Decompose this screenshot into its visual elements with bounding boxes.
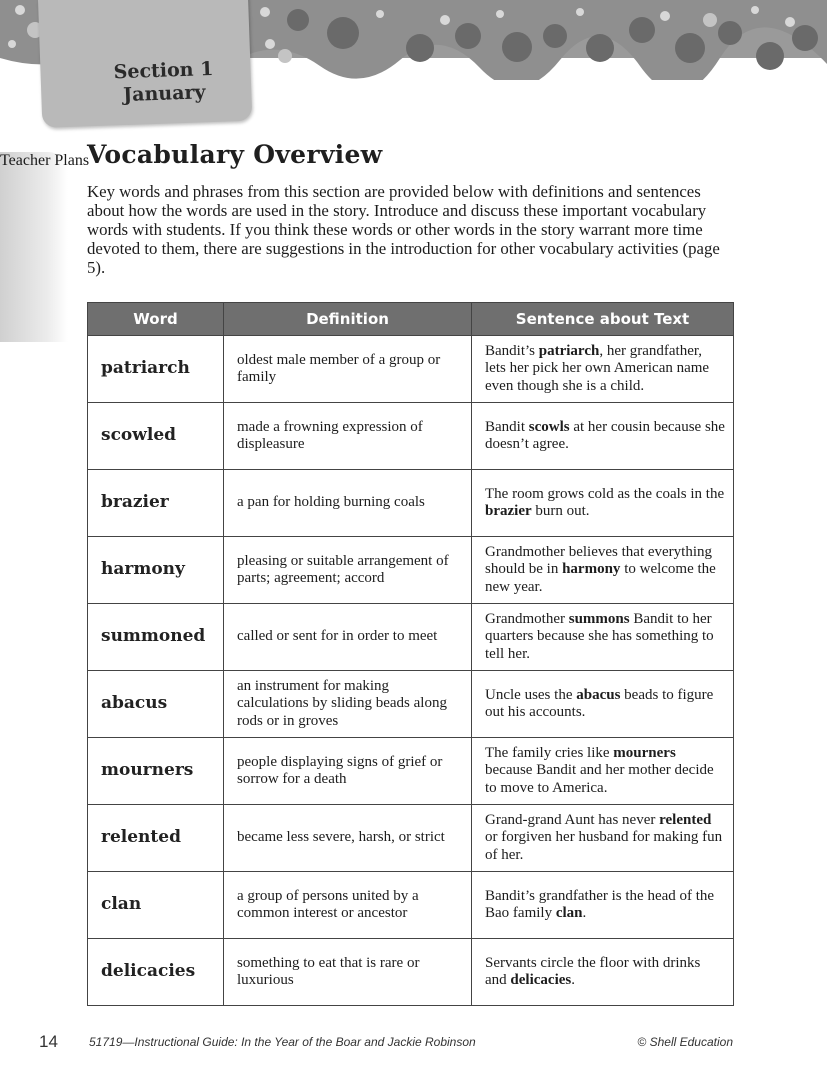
sentence-text: Bandit to her quarters because she has something to tell her. — [485, 610, 714, 662]
vocab-word: abacus — [88, 671, 224, 738]
vocab-definition: became less severe, harsh, or strict — [224, 805, 472, 872]
vocab-definition: a group of persons united by a common interest or ancestor — [224, 872, 472, 939]
table-row — [88, 939, 734, 1006]
section-tab — [38, 0, 252, 128]
header-definition: Definition — [224, 303, 472, 336]
sentence-text: . — [571, 972, 575, 988]
table-row — [88, 537, 734, 604]
vocab-word: summoned — [88, 604, 224, 671]
section-month: January — [122, 81, 206, 107]
vocabulary-table — [87, 302, 734, 1006]
vocab-definition: pleasing or suitable arrangement of parts; agreement; accord — [224, 537, 472, 604]
vocab-word: mourners — [88, 738, 224, 805]
sentence-keyword: patriarch — [538, 342, 600, 359]
vocab-word: patriarch — [88, 336, 224, 403]
table-row — [88, 671, 734, 738]
sentence-text: Grandmother believes that everything should be in — [485, 543, 713, 578]
table-row — [88, 336, 734, 403]
vocab-sentence — [472, 537, 734, 604]
table-header-row — [88, 303, 734, 336]
vocab-word: harmony — [88, 537, 224, 604]
page-footer — [0, 1030, 827, 1054]
vocab-sentence — [472, 403, 734, 470]
copyright: © Shell Education — [637, 1035, 733, 1049]
table-row — [88, 872, 734, 939]
sentence-text: Servants circle the floor with drinks and — [485, 954, 701, 988]
table-row — [88, 403, 734, 470]
vocab-definition: an instrument for making calculations by sliding beads along rods or in groves — [224, 671, 472, 738]
vocab-sentence — [472, 805, 734, 872]
sentence-keyword: mourners — [613, 744, 676, 761]
vocab-sentence — [472, 470, 734, 537]
table-row — [88, 805, 734, 872]
sentence-keyword: delicacies — [510, 972, 572, 988]
sentence-text: Grand-grand Aunt has never — [485, 811, 660, 828]
vocab-sentence — [472, 738, 734, 805]
sentence-keyword: brazier — [485, 503, 532, 519]
sentence-keyword: clan — [555, 905, 583, 921]
vocab-word: scowled — [88, 403, 224, 470]
guide-title: 51719—Instructional Guide: In the Year of the Boar and Jackie Robinson — [89, 1035, 476, 1049]
intro-paragraph: Key words and phrases from this section are provided below with definitions and sentences about how the words are used in the story. Introduce and discuss these important vocabulary words with students. If you think these words or other words in the story warrant more time devoted to them, there are suggestions in the introduction for other vocabulary activities (page 5). — [87, 182, 720, 277]
vocab-definition: made a frowning expression of displeasure — [224, 403, 472, 470]
vocab-definition: something to eat that is rare or luxurious — [224, 939, 472, 1006]
sentence-text: burn out. — [531, 503, 590, 519]
side-tab-label: Teacher Plans — [0, 152, 90, 169]
vocab-sentence — [472, 671, 734, 738]
vocab-sentence — [472, 872, 734, 939]
sentence-text: Bandit — [485, 418, 529, 435]
sentence-keyword: scowls — [528, 418, 570, 435]
page-title: Vocabulary Overview — [87, 140, 383, 169]
sentence-text: , her grandfather, lets her pick her own American name even though she is a child. — [485, 342, 710, 394]
sentence-text: because Bandit and her mother decide to move to America. — [485, 762, 714, 796]
vocab-word: relented — [88, 805, 224, 872]
vocab-sentence — [472, 336, 734, 403]
sentence-text: or forgiven her husband for making fun of her. — [485, 829, 723, 863]
table-row — [88, 604, 734, 671]
vocab-definition: people displaying signs of grief or sorrow for a death — [224, 738, 472, 805]
vocab-definition: a pan for holding burning coals — [224, 470, 472, 537]
vocab-definition: called or sent for in order to meet — [224, 604, 472, 671]
table-row — [88, 470, 734, 537]
header-sentence: Sentence about Text — [472, 303, 734, 336]
sentence-text: at her cousin because she doesn’t agree. — [485, 418, 725, 452]
sentence-text: to welcome the new year. — [485, 561, 716, 595]
sentence-keyword: relented — [659, 811, 712, 828]
sentence-text: Bandit’s grandfather is the head of the Bao family — [485, 887, 715, 921]
side-tab — [0, 152, 68, 342]
header-word: Word — [88, 303, 224, 336]
vocab-definition: oldest male member of a group or family — [224, 336, 472, 403]
vocab-word: brazier — [88, 470, 224, 537]
sentence-text: beads to figure out his accounts. — [485, 686, 714, 720]
sentence-text: The room grows cold as the coals in the — [485, 485, 725, 502]
sentence-text: The family cries like — [485, 744, 614, 761]
page-number: 14 — [39, 1032, 58, 1051]
sentence-text: Grandmother — [485, 610, 569, 627]
sentence-text: Bandit’s — [485, 342, 539, 359]
section-label — [98, 57, 230, 108]
sentence-text: . — [582, 905, 587, 921]
vocab-sentence — [472, 604, 734, 671]
sentence-keyword: summons — [568, 610, 630, 627]
vocab-word: delicacies — [88, 939, 224, 1006]
sentence-text: Uncle uses the — [485, 686, 577, 703]
section-number: Section 1 — [113, 57, 214, 84]
vocab-word: clan — [88, 872, 224, 939]
table-row — [88, 738, 734, 805]
sentence-keyword: harmony — [562, 561, 621, 578]
vocab-sentence — [472, 939, 734, 1006]
sentence-keyword: abacus — [576, 686, 621, 703]
